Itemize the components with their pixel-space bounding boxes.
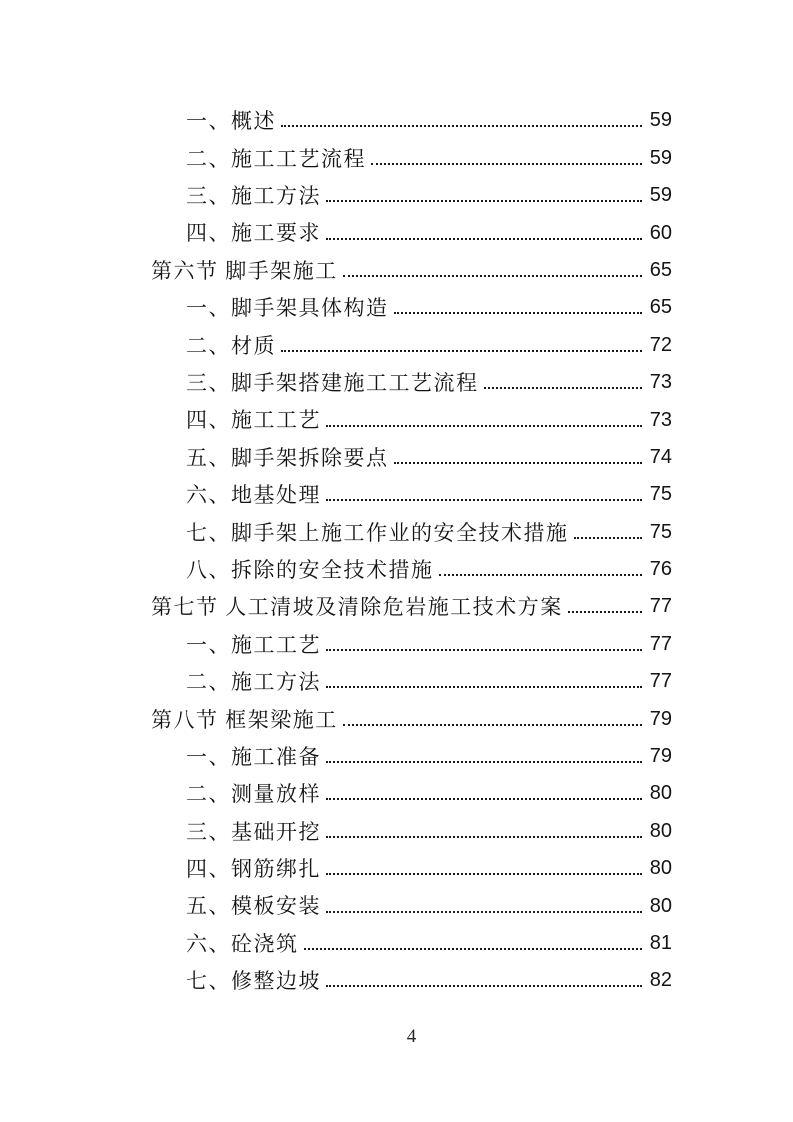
toc-dot-leader	[484, 387, 643, 389]
toc-dot-leader	[568, 611, 642, 613]
toc-entry-label: 六、地基处理	[186, 483, 321, 508]
toc-sub-entry[interactable]	[151, 99, 672, 136]
toc-sub-entry[interactable]	[151, 361, 672, 398]
toc-entry-page-number: 80	[649, 857, 672, 880]
toc-sub-entry[interactable]	[151, 136, 672, 173]
toc-entry-label: 四、施工要求	[186, 221, 321, 246]
toc-entry-label: 一、施工准备	[186, 744, 321, 769]
toc-entry-label: 二、材质	[186, 333, 276, 358]
toc-entry-label: 三、基础开挖	[186, 819, 321, 844]
toc-entry-page-number: 73	[649, 408, 672, 431]
toc-entry-label: 五、脚手架拆除要点	[186, 445, 389, 470]
toc-sub-entry[interactable]	[151, 174, 672, 211]
toc-entry-label: 二、测量放样	[186, 782, 321, 807]
toc-sub-entry[interactable]	[151, 436, 672, 473]
toc-entry-label: 四、施工工艺	[186, 408, 321, 433]
toc-sub-entry[interactable]	[151, 548, 672, 585]
toc-entry-page-number: 59	[649, 109, 672, 132]
toc-entry-page-number: 79	[649, 745, 672, 768]
page-number: 4	[406, 1026, 417, 1047]
toc-entry-page-number: 59	[649, 184, 672, 207]
toc-dot-leader	[326, 873, 642, 875]
toc-sub-entry[interactable]	[151, 286, 672, 323]
toc-dot-leader	[326, 798, 642, 800]
toc-entry-label: 三、脚手架搭建施工工艺流程	[186, 370, 479, 395]
toc-entry-label: 六、砼浇筑	[186, 931, 299, 956]
toc-dot-leader	[326, 985, 642, 987]
toc-dot-leader	[326, 686, 642, 688]
toc-sub-entry[interactable]	[151, 772, 672, 809]
toc-dot-leader	[326, 761, 642, 763]
toc-sub-entry[interactable]	[151, 884, 672, 921]
toc-entry-page-number: 77	[649, 595, 672, 618]
toc-entry-label: 二、施工工艺流程	[186, 146, 366, 171]
toc-dot-leader	[394, 312, 643, 314]
toc-sub-entry[interactable]	[151, 622, 672, 659]
toc-entry-page-number: 77	[649, 632, 672, 655]
toc-sub-entry[interactable]	[151, 473, 672, 510]
toc-sub-entry[interactable]	[151, 323, 672, 360]
toc-entry-label: 一、概述	[186, 109, 276, 134]
toc-dot-leader	[326, 911, 642, 913]
toc-dot-leader	[326, 649, 642, 651]
toc-dot-leader	[574, 537, 643, 539]
toc-entry-page-number: 80	[649, 819, 672, 842]
toc-entry-label: 四、钢筋绑扎	[186, 857, 321, 882]
toc-sub-entry[interactable]	[151, 510, 672, 547]
toc-sub-entry[interactable]	[151, 660, 672, 697]
toc-sub-entry[interactable]	[151, 809, 672, 846]
toc-sub-entry[interactable]	[151, 398, 672, 435]
toc-sub-entry[interactable]	[151, 922, 672, 959]
toc-entry-page-number: 75	[649, 483, 672, 506]
toc-entry-page-number: 81	[649, 931, 672, 954]
toc-entry-page-number: 73	[649, 371, 672, 394]
table-of-contents	[151, 99, 672, 996]
toc-entry-page-number: 79	[649, 707, 672, 730]
toc-section-entry[interactable]	[151, 697, 672, 734]
toc-dot-leader	[326, 499, 642, 501]
toc-entry-page-number: 65	[649, 258, 672, 281]
toc-dot-leader	[281, 350, 642, 352]
toc-entry-label: 七、修整边坡	[186, 969, 321, 994]
toc-entry-page-number: 59	[649, 146, 672, 169]
toc-entry-page-number: 76	[649, 558, 672, 581]
toc-entry-label: 七、脚手架上施工作业的安全技术措施	[186, 520, 569, 545]
toc-sub-entry[interactable]	[151, 959, 672, 996]
toc-entry-page-number: 74	[649, 445, 672, 468]
toc-entry-page-number: 82	[649, 969, 672, 992]
page-footer	[151, 1026, 672, 1048]
toc-dot-leader	[394, 462, 643, 464]
toc-entry-page-number: 75	[649, 520, 672, 543]
toc-entry-label: 三、施工方法	[186, 184, 321, 209]
toc-dot-leader	[281, 125, 642, 127]
toc-sub-entry[interactable]	[151, 735, 672, 772]
toc-dot-leader	[326, 836, 642, 838]
toc-entry-label: 第八节 框架梁施工	[151, 707, 338, 732]
toc-entry-label: 一、脚手架具体构造	[186, 296, 389, 321]
toc-entry-label: 第六节 脚手架施工	[151, 258, 338, 283]
toc-entry-label: 第七节 人工清坡及清除危岩施工技术方案	[151, 595, 563, 620]
toc-dot-leader	[439, 574, 643, 576]
toc-dot-leader	[343, 275, 642, 277]
toc-sub-entry[interactable]	[151, 211, 672, 248]
toc-dot-leader	[326, 238, 642, 240]
toc-section-entry[interactable]	[151, 249, 672, 286]
toc-entry-page-number: 80	[649, 782, 672, 805]
toc-entry-label: 一、施工工艺	[186, 632, 321, 657]
toc-entry-page-number: 72	[649, 333, 672, 356]
toc-dot-leader	[343, 724, 642, 726]
toc-section-entry[interactable]	[151, 585, 672, 622]
toc-entry-page-number: 65	[649, 296, 672, 319]
toc-entry-page-number: 80	[649, 894, 672, 917]
toc-dot-leader	[304, 948, 643, 950]
toc-sub-entry[interactable]	[151, 847, 672, 884]
toc-entry-page-number: 77	[649, 670, 672, 693]
toc-entry-label: 五、模板安装	[186, 894, 321, 919]
toc-entry-page-number: 60	[649, 221, 672, 244]
toc-dot-leader	[326, 200, 642, 202]
toc-dot-leader	[371, 163, 642, 165]
toc-dot-leader	[326, 425, 642, 427]
toc-entry-label: 八、拆除的安全技术措施	[186, 557, 434, 582]
toc-entry-label: 二、施工方法	[186, 670, 321, 695]
